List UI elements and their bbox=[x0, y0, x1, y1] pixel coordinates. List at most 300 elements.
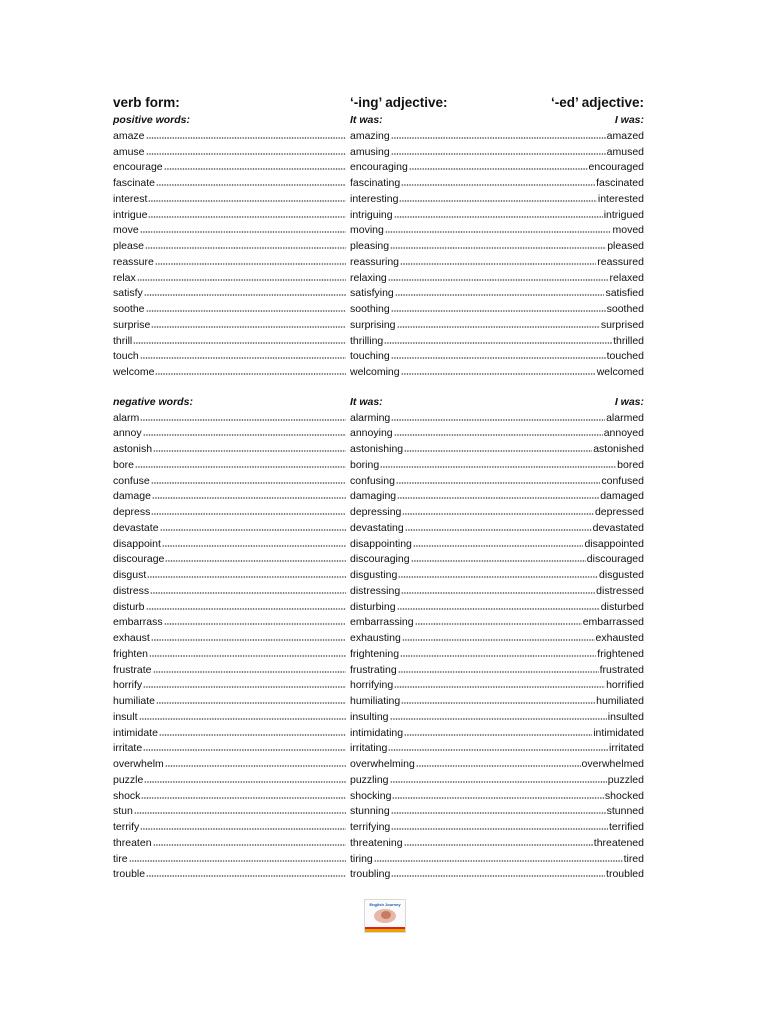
verb-cell bbox=[113, 334, 347, 350]
verb-cell bbox=[113, 239, 347, 255]
dot-leader bbox=[391, 350, 606, 359]
ed-adjective: horrified bbox=[606, 679, 644, 692]
verb-form: embarrass bbox=[113, 616, 163, 629]
verb-form: please bbox=[113, 240, 144, 253]
adjective-cell bbox=[350, 663, 644, 679]
dot-leader bbox=[385, 224, 612, 233]
dot-leader bbox=[134, 805, 346, 814]
verb-cell bbox=[113, 145, 347, 161]
word-row bbox=[113, 145, 644, 161]
verb-form: annoy bbox=[113, 427, 142, 440]
verb-cell bbox=[113, 426, 347, 442]
dot-leader bbox=[388, 272, 609, 281]
verb-cell bbox=[113, 365, 347, 381]
word-row bbox=[113, 365, 644, 381]
adjective-cell bbox=[350, 552, 644, 568]
ing-adjective: encouraging bbox=[350, 161, 408, 174]
word-row bbox=[113, 271, 644, 287]
verb-cell bbox=[113, 489, 347, 505]
ed-adjective: touched bbox=[606, 350, 644, 363]
verb-form: discourage bbox=[113, 553, 165, 566]
adjective-cell bbox=[350, 442, 644, 458]
dot-leader bbox=[146, 146, 346, 155]
dot-leader bbox=[164, 616, 346, 625]
adjective-cell bbox=[350, 789, 644, 805]
verb-form: tire bbox=[113, 852, 128, 865]
word-row bbox=[113, 789, 644, 805]
ing-adjective: disturbing bbox=[350, 600, 396, 613]
ing-adjective: frustrating bbox=[350, 663, 397, 676]
dot-leader bbox=[143, 427, 346, 436]
word-row bbox=[113, 129, 644, 145]
ing-adjective: tiring bbox=[350, 852, 373, 865]
dot-leader bbox=[391, 303, 606, 312]
verb-form: irritate bbox=[113, 742, 143, 755]
negative-i-was-label: I was: bbox=[614, 395, 644, 408]
dot-leader bbox=[143, 679, 346, 688]
dot-leader bbox=[151, 632, 346, 641]
adjective-cell bbox=[350, 505, 644, 521]
verb-form: threaten bbox=[113, 836, 152, 849]
dot-leader bbox=[397, 319, 600, 328]
ed-adjective: encouraged bbox=[588, 161, 644, 174]
dot-leader bbox=[391, 821, 608, 830]
ed-adjective: amazed bbox=[606, 129, 644, 142]
word-row bbox=[113, 255, 644, 271]
dot-leader bbox=[402, 632, 595, 641]
dot-leader bbox=[390, 774, 607, 783]
adjective-cell bbox=[350, 584, 644, 600]
ing-adjective: thrilling bbox=[350, 334, 384, 347]
ed-adjective: fascinated bbox=[596, 177, 644, 190]
verb-form: encourage bbox=[113, 161, 163, 174]
ing-adjective: devastating bbox=[350, 521, 404, 534]
dot-leader bbox=[145, 240, 346, 249]
positive-section-header bbox=[113, 113, 644, 129]
dot-leader bbox=[401, 177, 595, 186]
word-row bbox=[113, 615, 644, 631]
dot-leader bbox=[374, 853, 623, 862]
ed-adjective: relaxed bbox=[609, 271, 644, 284]
adjective-cell bbox=[350, 302, 644, 318]
verb-cell bbox=[113, 647, 347, 663]
adjective-cell bbox=[350, 600, 644, 616]
word-row bbox=[113, 694, 644, 710]
dot-leader bbox=[390, 240, 606, 249]
ing-adjective: depressing bbox=[350, 506, 402, 519]
word-row bbox=[113, 820, 644, 836]
ed-adjective: troubled bbox=[606, 868, 644, 881]
word-row bbox=[113, 757, 644, 773]
ing-adjective: discouraging bbox=[350, 553, 410, 566]
word-row bbox=[113, 239, 644, 255]
verb-form: frustrate bbox=[113, 663, 152, 676]
word-row bbox=[113, 804, 644, 820]
verb-form: frighten bbox=[113, 647, 149, 660]
dot-leader bbox=[153, 443, 346, 452]
dot-leader bbox=[409, 161, 588, 170]
adjective-cell bbox=[350, 176, 644, 192]
dot-leader bbox=[129, 853, 346, 862]
dot-leader bbox=[404, 837, 593, 846]
ed-adjective: overwhelmed bbox=[581, 758, 644, 771]
verb-form: move bbox=[113, 224, 139, 237]
ed-adjective: interested bbox=[597, 192, 644, 205]
dot-leader bbox=[151, 475, 346, 484]
verb-form: amaze bbox=[113, 129, 145, 142]
ed-adjective: discouraged bbox=[586, 553, 644, 566]
ing-adjective: pleasing bbox=[350, 240, 390, 253]
dot-leader bbox=[141, 790, 346, 799]
ed-adjective: damaged bbox=[600, 490, 644, 503]
adjective-cell bbox=[350, 757, 644, 773]
ed-adjective: reassured bbox=[597, 255, 644, 268]
negative-words-label: negative words: bbox=[113, 395, 193, 408]
dot-leader bbox=[388, 742, 608, 751]
verb-form: depress bbox=[113, 506, 151, 519]
adjective-cell bbox=[350, 223, 644, 239]
verb-cell bbox=[113, 255, 347, 271]
dot-leader bbox=[156, 695, 346, 704]
adjective-cell bbox=[350, 239, 644, 255]
word-row bbox=[113, 568, 644, 584]
dot-leader bbox=[144, 287, 346, 296]
word-row bbox=[113, 505, 644, 521]
dot-leader bbox=[148, 209, 346, 218]
ed-adjective: exhausted bbox=[595, 632, 644, 645]
ed-adjective: amused bbox=[606, 145, 644, 158]
ing-adjective: boring bbox=[350, 458, 380, 471]
verb-form: disturb bbox=[113, 600, 145, 613]
dot-leader bbox=[404, 443, 592, 452]
adjective-cell bbox=[350, 255, 644, 271]
verb-form: humiliate bbox=[113, 695, 156, 708]
logo-yellow-stripe bbox=[365, 929, 405, 932]
verb-cell bbox=[113, 349, 347, 365]
dot-leader bbox=[164, 161, 346, 170]
dot-leader bbox=[401, 585, 595, 594]
ing-adjective: reassuring bbox=[350, 255, 400, 268]
ed-adjective: disgusted bbox=[599, 569, 644, 582]
dot-leader bbox=[153, 664, 346, 673]
adjective-cell bbox=[350, 741, 644, 757]
ing-adjective: amusing bbox=[350, 145, 390, 158]
dot-leader bbox=[165, 553, 346, 562]
adjective-cell bbox=[350, 615, 644, 631]
ing-adjective: disappointing bbox=[350, 537, 412, 550]
ing-adjective: damaging bbox=[350, 490, 397, 503]
ing-adjective: troubling bbox=[350, 868, 391, 881]
verb-cell bbox=[113, 852, 347, 868]
ing-adjective: exhausting bbox=[350, 632, 401, 645]
dot-leader bbox=[156, 177, 346, 186]
dot-leader bbox=[398, 569, 598, 578]
adjective-cell bbox=[350, 349, 644, 365]
negative-it-was-label: It was: bbox=[350, 395, 383, 408]
verb-form: reassure bbox=[113, 255, 154, 268]
adjective-cell bbox=[350, 426, 644, 442]
verb-form: bore bbox=[113, 458, 135, 471]
dot-leader bbox=[146, 868, 346, 877]
ed-adjective: satisfied bbox=[605, 287, 644, 300]
dot-leader bbox=[140, 224, 346, 233]
dot-leader bbox=[150, 585, 346, 594]
adjective-cell bbox=[350, 271, 644, 287]
verb-cell bbox=[113, 223, 347, 239]
dot-leader bbox=[402, 506, 594, 515]
dot-leader bbox=[380, 459, 616, 468]
adjective-cell bbox=[350, 474, 644, 490]
dot-leader bbox=[143, 742, 346, 751]
ed-adjective: welcomed bbox=[596, 366, 644, 379]
verb-cell bbox=[113, 600, 347, 616]
dot-leader bbox=[384, 335, 612, 344]
verb-cell bbox=[113, 757, 347, 773]
ed-adjective: frightened bbox=[597, 647, 644, 660]
verb-cell bbox=[113, 176, 347, 192]
adjective-cell bbox=[350, 411, 644, 427]
ing-adjective: stunning bbox=[350, 805, 390, 818]
ing-adjective: fascinating bbox=[350, 177, 401, 190]
ing-adjective: surprising bbox=[350, 318, 396, 331]
dot-leader bbox=[398, 664, 599, 673]
adjective-cell bbox=[350, 458, 644, 474]
dot-leader bbox=[152, 490, 346, 499]
ing-adjective: distressing bbox=[350, 584, 401, 597]
verb-cell bbox=[113, 442, 347, 458]
verb-form: touch bbox=[113, 350, 139, 363]
word-row bbox=[113, 489, 644, 505]
adjective-cell bbox=[350, 521, 644, 537]
logo-text: English Journey bbox=[369, 902, 401, 907]
dot-leader bbox=[391, 130, 606, 139]
dot-leader bbox=[153, 837, 346, 846]
verb-cell bbox=[113, 631, 347, 647]
adjective-cell bbox=[350, 318, 644, 334]
verb-form: overwhelm bbox=[113, 758, 164, 771]
verb-cell bbox=[113, 537, 347, 553]
verb-cell bbox=[113, 773, 347, 789]
word-row bbox=[113, 741, 644, 757]
ed-adjective-heading: ‘-ed’ adjective: bbox=[550, 95, 644, 110]
logo-graphic-center bbox=[381, 911, 391, 919]
ed-adjective: disturbed bbox=[600, 600, 644, 613]
dot-leader bbox=[139, 711, 346, 720]
ing-adjective: welcoming bbox=[350, 366, 400, 379]
english-journey-logo-icon bbox=[364, 899, 406, 933]
verb-cell bbox=[113, 302, 347, 318]
word-row bbox=[113, 852, 644, 868]
positive-words-label: positive words: bbox=[113, 114, 191, 126]
adjective-cell bbox=[350, 489, 644, 505]
dot-leader bbox=[404, 727, 592, 736]
adjective-cell bbox=[350, 631, 644, 647]
adjective-cell bbox=[350, 804, 644, 820]
verb-cell bbox=[113, 726, 347, 742]
ing-adjective: astonishing bbox=[350, 443, 404, 456]
verb-cell bbox=[113, 208, 347, 224]
ed-adjective: humiliated bbox=[596, 695, 644, 708]
adjective-cell bbox=[350, 820, 644, 836]
word-row bbox=[113, 726, 644, 742]
verb-cell bbox=[113, 663, 347, 679]
adjective-cell bbox=[350, 647, 644, 663]
verb-cell bbox=[113, 836, 347, 852]
dot-leader bbox=[146, 130, 346, 139]
ed-adjective: alarmed bbox=[606, 411, 644, 424]
positive-i-was-label: I was: bbox=[614, 114, 644, 126]
dot-leader bbox=[397, 490, 599, 499]
verb-cell bbox=[113, 741, 347, 757]
ed-adjective: frustrated bbox=[599, 663, 644, 676]
word-row bbox=[113, 647, 644, 663]
negative-section-header bbox=[113, 395, 644, 411]
verb-form: terrify bbox=[113, 821, 140, 834]
verb-form: trouble bbox=[113, 868, 146, 881]
verb-cell bbox=[113, 160, 347, 176]
verb-form: relax bbox=[113, 271, 136, 284]
verb-form: soothe bbox=[113, 303, 145, 316]
ed-adjective: thrilled bbox=[613, 334, 644, 347]
verb-form: disappoint bbox=[113, 537, 161, 550]
verb-form: alarm bbox=[113, 411, 140, 424]
word-row bbox=[113, 442, 644, 458]
dot-leader bbox=[135, 459, 346, 468]
positive-words-list bbox=[113, 129, 644, 381]
word-row bbox=[113, 223, 644, 239]
dot-leader bbox=[390, 711, 607, 720]
dot-leader bbox=[159, 727, 346, 736]
word-row bbox=[113, 160, 644, 176]
verb-cell bbox=[113, 458, 347, 474]
ed-adjective: puzzled bbox=[607, 773, 644, 786]
ed-adjective: soothed bbox=[606, 303, 644, 316]
word-row bbox=[113, 334, 644, 350]
dot-leader bbox=[416, 758, 581, 767]
verb-form: confuse bbox=[113, 474, 150, 487]
word-row bbox=[113, 474, 644, 490]
dot-leader bbox=[165, 758, 346, 767]
verb-cell bbox=[113, 678, 347, 694]
ing-adjective: satisfying bbox=[350, 287, 394, 300]
dot-leader bbox=[401, 695, 595, 704]
word-row bbox=[113, 631, 644, 647]
ing-adjective: irritating bbox=[350, 742, 388, 755]
verb-form: damage bbox=[113, 490, 151, 503]
dot-leader bbox=[400, 648, 596, 657]
verb-form: intrigue bbox=[113, 208, 148, 221]
dot-leader bbox=[155, 256, 346, 265]
ed-adjective: surprised bbox=[600, 318, 644, 331]
verb-form: satisfy bbox=[113, 287, 143, 300]
dot-leader bbox=[151, 319, 346, 328]
word-row bbox=[113, 458, 644, 474]
ed-adjective: intrigued bbox=[603, 208, 644, 221]
word-row bbox=[113, 867, 644, 883]
verb-cell bbox=[113, 789, 347, 805]
ing-adjective: insulting bbox=[350, 710, 389, 723]
verb-cell bbox=[113, 615, 347, 631]
dot-leader bbox=[415, 616, 582, 625]
dot-leader bbox=[394, 427, 603, 436]
verb-cell bbox=[113, 584, 347, 600]
verb-form: amuse bbox=[113, 145, 145, 158]
dot-leader bbox=[146, 303, 346, 312]
dot-leader bbox=[391, 805, 606, 814]
ed-adjective: tired bbox=[623, 852, 644, 865]
word-row bbox=[113, 773, 644, 789]
verb-form: devastate bbox=[113, 521, 159, 534]
ing-adjective: moving bbox=[350, 224, 384, 237]
adjective-cell bbox=[350, 160, 644, 176]
ing-adjective-heading: ‘-ing’ adjective: bbox=[350, 95, 448, 110]
dot-leader bbox=[400, 256, 596, 265]
verb-cell bbox=[113, 271, 347, 287]
adjective-cell bbox=[350, 286, 644, 302]
verb-form: thrill bbox=[113, 334, 133, 347]
dot-leader bbox=[394, 679, 605, 688]
adjective-cell bbox=[350, 710, 644, 726]
ing-adjective: puzzling bbox=[350, 773, 389, 786]
ed-adjective: threatened bbox=[593, 836, 644, 849]
ed-adjective: disappointed bbox=[584, 537, 644, 550]
verb-cell bbox=[113, 318, 347, 334]
verb-cell bbox=[113, 867, 347, 883]
adjective-cell bbox=[350, 537, 644, 553]
verb-form: shock bbox=[113, 789, 141, 802]
dot-leader bbox=[405, 522, 592, 531]
dot-leader bbox=[394, 209, 603, 218]
dot-leader bbox=[401, 366, 596, 375]
dot-leader bbox=[391, 412, 605, 421]
word-row bbox=[113, 678, 644, 694]
dot-leader bbox=[411, 553, 586, 562]
ing-adjective: embarrassing bbox=[350, 616, 414, 629]
ing-adjective: relaxing bbox=[350, 271, 387, 284]
verb-cell bbox=[113, 192, 347, 208]
word-row bbox=[113, 710, 644, 726]
verb-form: disgust bbox=[113, 569, 147, 582]
ing-adjective: overwhelming bbox=[350, 758, 415, 771]
dot-leader bbox=[155, 366, 346, 375]
dot-leader bbox=[146, 601, 346, 610]
word-row bbox=[113, 302, 644, 318]
ing-adjective: disgusting bbox=[350, 569, 398, 582]
word-row bbox=[113, 537, 644, 553]
positive-it-was-label: It was: bbox=[350, 114, 383, 126]
ing-adjective: soothing bbox=[350, 303, 390, 316]
section-gap bbox=[113, 381, 644, 395]
ing-adjective: alarming bbox=[350, 411, 391, 424]
verb-cell bbox=[113, 286, 347, 302]
word-row bbox=[113, 286, 644, 302]
verb-form: astonish bbox=[113, 443, 153, 456]
adjective-cell bbox=[350, 129, 644, 145]
verb-cell bbox=[113, 820, 347, 836]
word-row bbox=[113, 208, 644, 224]
ed-adjective: terrified bbox=[608, 821, 644, 834]
verb-form: welcome bbox=[113, 366, 155, 379]
word-row bbox=[113, 584, 644, 600]
ing-adjective: shocking bbox=[350, 789, 392, 802]
verb-form: horrify bbox=[113, 679, 143, 692]
adjective-cell bbox=[350, 192, 644, 208]
adjective-cell bbox=[350, 773, 644, 789]
adjective-cell bbox=[350, 726, 644, 742]
ing-adjective: touching bbox=[350, 350, 390, 363]
adjective-worksheet bbox=[113, 93, 644, 883]
dot-leader bbox=[133, 335, 346, 344]
